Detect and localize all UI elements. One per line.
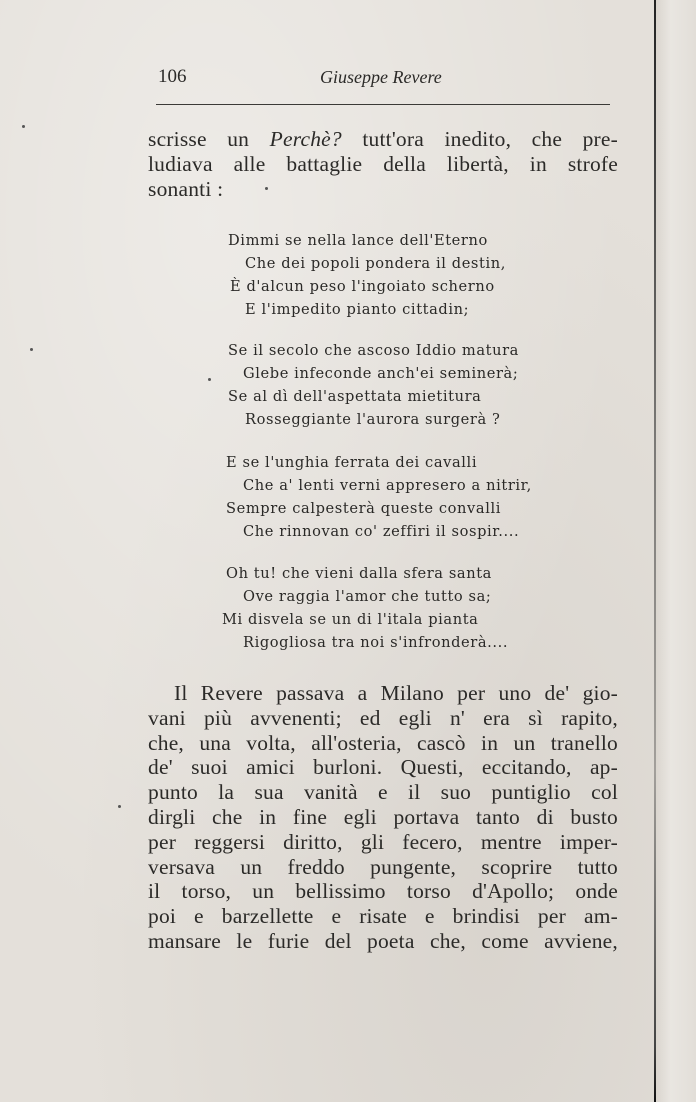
body-line: il torso, un bellissimo torso d'Apollo; onde [148, 879, 618, 904]
body-line: poi e barzellette e risate e brindisi per am- [148, 904, 618, 929]
body-line: punto la sua vanità e il suo puntiglio col [148, 780, 618, 805]
header-rule [156, 104, 610, 105]
page-header [0, 66, 696, 94]
poem-line: Dimmi se nella lance dell'Eterno [228, 232, 488, 249]
poem-line: Che a' lenti verni appresero a nitrir, [243, 477, 532, 494]
page-gutter-line [654, 0, 656, 1102]
body-line: che, una volta, all'osteria, cascò in un tranello [148, 730, 618, 755]
print-speck [208, 378, 211, 381]
print-speck [118, 805, 121, 808]
poem-line: Che rinnovan co' zeffiri il sospir.... [243, 523, 520, 540]
body-line: dirgli che in fine egli portava tanto di busto [148, 804, 618, 829]
poem-line: Se al dì dell'aspettata mietitura [228, 388, 482, 405]
body-line: de' suoi amici burloni. Questi, eccitando, ap- [148, 755, 618, 780]
poem-line: E l'impedito pianto cittadin; [245, 301, 470, 318]
poem-line: Sempre calpesterà queste convalli [226, 500, 502, 517]
poem-line: Ove raggia l'amor che tutto sa; [243, 588, 492, 605]
poem-line: Rigogliosa tra noi s'infronderà.... [243, 634, 509, 651]
print-speck [265, 187, 268, 190]
body-paragraph [148, 681, 618, 954]
body-line: per reggersi diritto, gli fecero, mentre imper- [148, 829, 618, 854]
intro-line: ludiava alle battaglie della libertà, in strofe [148, 151, 618, 176]
poem-line: È d'alcun peso l'ingoiato scherno [230, 278, 495, 295]
poem-line: Che dei popoli pondera il destin, [245, 255, 506, 272]
body-line: vani più avvenenti; ed egli n' era sì rapito, [148, 705, 618, 730]
poem-line: Se il secolo che ascoso Iddio matura [228, 342, 519, 359]
poem-line: Oh tu! che vieni dalla sfera santa [226, 565, 492, 582]
body-line: versava un freddo pungente, scoprire tutto [148, 854, 618, 879]
body-line: mansare le furie del poeta che, come avviene, [148, 928, 618, 953]
print-speck [22, 125, 25, 128]
body-line: Il Revere passava a Milano per uno de' gio- [174, 681, 618, 705]
poem-line: Glebe infeconde anch'ei seminerà; [243, 365, 519, 382]
poem-line: Rosseggiante l'aurora surgerà ? [245, 411, 501, 428]
poem-line: Mi disvela se un di l'itala pianta [222, 611, 479, 628]
title-word-perche: Perchè? [269, 127, 342, 151]
intro-line: sonanti : [148, 176, 224, 201]
intro-paragraph [148, 127, 618, 201]
poem-line: E se l'unghia ferrata dei cavalli [226, 454, 478, 471]
page-number: 106 [158, 66, 187, 87]
print-speck [30, 348, 33, 351]
intro-line: scrisse un Perchè? tutt'ora inedito, che pre- [148, 127, 618, 151]
running-title: Giuseppe Revere [320, 67, 442, 87]
adjacent-page-edge [654, 0, 696, 1102]
